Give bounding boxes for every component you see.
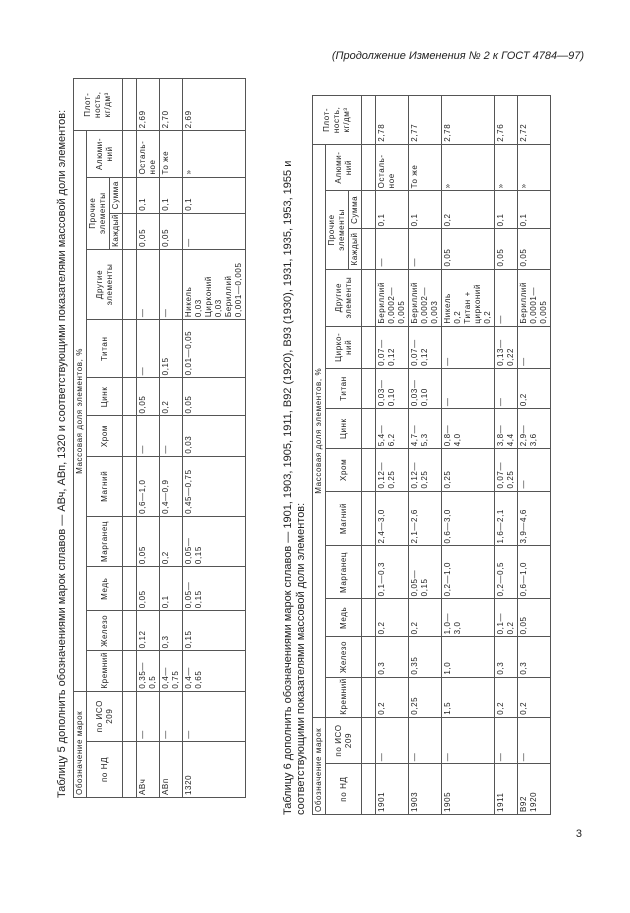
table-cell: 0,4— 0,65 bbox=[183, 651, 246, 691]
table-cell: — bbox=[183, 691, 246, 741]
table-cell: 2,4—3,0 bbox=[376, 491, 409, 546]
table-cell: 0,01—0,05 bbox=[183, 320, 246, 378]
table5 bbox=[73, 78, 246, 798]
table6-header-col: Хром bbox=[326, 449, 362, 491]
table6-row bbox=[518, 96, 551, 815]
table-cell: 0,8— 4,0 bbox=[442, 409, 495, 449]
table-cell: 0,2—0,5 bbox=[495, 546, 518, 599]
table6-header-col: Магний bbox=[326, 491, 362, 546]
table6-header-each: Каждый bbox=[349, 229, 362, 269]
table5-header-designation: Обозначение марок bbox=[74, 691, 87, 797]
table5-row bbox=[160, 79, 183, 798]
table-cell: 2,76 bbox=[495, 96, 518, 145]
table-cell: 0,1— 0,2 bbox=[495, 599, 518, 637]
table6-header-iso: по ИСО 209 bbox=[326, 717, 362, 764]
table-cell: 0,1 bbox=[137, 177, 160, 213]
table-cell: 2,1—2,6 bbox=[409, 491, 442, 546]
table-cell: 0,05 bbox=[518, 229, 551, 269]
table-cell: 1,6—2,1 bbox=[495, 491, 518, 546]
table-cell: 2,72 bbox=[518, 96, 551, 145]
table6-row bbox=[409, 96, 442, 815]
table-cell: Бериллий 0,0002— 0,005 bbox=[376, 269, 409, 326]
table-cell: — bbox=[137, 249, 160, 319]
table6-header-nd: по НД bbox=[326, 764, 362, 815]
table5-header-col: Железо bbox=[87, 611, 123, 651]
table-cell: 2,77 bbox=[409, 96, 442, 145]
table-cell: 0,05 bbox=[183, 378, 246, 416]
table-cell: Никель 0,2 Титан + цирконий 0,2 bbox=[442, 269, 495, 326]
table-cell: АВч bbox=[137, 741, 160, 797]
table-cell: 0,13— 0,22 bbox=[495, 326, 518, 368]
table-cell: 0,1—0,3 bbox=[376, 546, 409, 599]
table-cell: 0,05 bbox=[137, 213, 160, 249]
table-cell: 0,35— 0,5 bbox=[137, 651, 160, 691]
table-cell: То же bbox=[160, 131, 183, 177]
table-cell: 0,45—0,75 bbox=[183, 456, 246, 516]
table-cell: 0,05 bbox=[137, 516, 160, 566]
table5-header-col: Цинк bbox=[87, 378, 123, 416]
table-cell: 1901 bbox=[376, 764, 409, 815]
table6-header-designation: Обозначение марок bbox=[313, 717, 326, 814]
table-cell: — bbox=[160, 691, 183, 741]
table-cell: 0,2 bbox=[409, 599, 442, 637]
table-cell: — bbox=[442, 717, 495, 764]
table-cell: 0,1 bbox=[495, 191, 518, 229]
table-cell: 0,12— 0,25 bbox=[409, 449, 442, 491]
table5-header-mass: Массовая доля элементов, % bbox=[74, 131, 87, 691]
table-cell: — bbox=[518, 717, 551, 764]
table-cell: — bbox=[137, 416, 160, 456]
table6-header-col: Другие элементы bbox=[326, 269, 362, 326]
table-cell: 0,05 bbox=[137, 378, 160, 416]
table-cell: — bbox=[376, 717, 409, 764]
table-cell: 1903 bbox=[409, 764, 442, 815]
table6-caption: Таблицу 6 дополнить обозначениями марок сплавов — 1901, 1903, 1905, 1911, В92 (1920), В93 (1930), 1931, 1935, 1953, 1955 и соответствующими показателями массовой доли элементов: bbox=[282, 160, 307, 815]
table6-header-sum: Сумма bbox=[349, 191, 362, 229]
table6-header-col: Цинк bbox=[326, 409, 362, 449]
table-cell: 0,4— 0,75 bbox=[160, 651, 183, 691]
table-cell: 0,2—1,0 bbox=[442, 546, 495, 599]
table-cell: В92 1920 bbox=[518, 764, 551, 815]
table-cell: 4,7— 5,3 bbox=[409, 409, 442, 449]
table-cell: 1320 bbox=[183, 741, 246, 797]
table-cell: 0,1 bbox=[518, 191, 551, 229]
table5-header-col: Медь bbox=[87, 567, 123, 611]
table-cell: — bbox=[409, 229, 442, 269]
table-cell: 0,07— 0,25 bbox=[495, 449, 518, 491]
table-cell: 2,70 bbox=[160, 79, 183, 131]
table-cell: 0,07— 0,12 bbox=[409, 326, 442, 368]
table-cell: — bbox=[495, 717, 518, 764]
table-cell: 1,0— 3,0 bbox=[442, 599, 495, 637]
table-cell: — bbox=[160, 416, 183, 456]
table-cell: 0,25 bbox=[442, 449, 495, 491]
table-cell: 0,07— 0,12 bbox=[376, 326, 409, 368]
table-cell: 0,35 bbox=[409, 637, 442, 677]
table-cell: — bbox=[160, 249, 183, 319]
table-cell: » bbox=[442, 144, 495, 191]
table6-header-col: Кремний bbox=[326, 677, 362, 717]
table5-header-col: Магний bbox=[87, 456, 123, 516]
table-cell: 2,69 bbox=[183, 79, 246, 131]
table-cell: 0,1 bbox=[183, 177, 246, 213]
table-cell: 3,8— 4,4 bbox=[495, 409, 518, 449]
table6 bbox=[312, 95, 551, 815]
table-cell: — bbox=[137, 320, 160, 378]
table-cell: Бериллий 0,0001— 0,005 bbox=[518, 269, 551, 326]
table5-row bbox=[183, 79, 246, 798]
table-cell: — bbox=[442, 326, 495, 368]
table-cell: — bbox=[409, 717, 442, 764]
table-cell: 0,05 bbox=[442, 229, 495, 269]
table-cell: 0,05— 0,15 bbox=[409, 546, 442, 599]
table-cell: 0,1 bbox=[409, 191, 442, 229]
table-cell: 0,05 bbox=[160, 213, 183, 249]
table-cell: 0,05— 0,15 bbox=[183, 516, 246, 566]
table5-header-col: Титан bbox=[87, 320, 123, 378]
table-cell: 0,05 bbox=[137, 567, 160, 611]
table-cell: АВп bbox=[160, 741, 183, 797]
table6-header-mass: Массовая доля элементов, % bbox=[313, 144, 326, 717]
table-cell: » bbox=[183, 131, 246, 177]
table-cell: 0,2 bbox=[160, 378, 183, 416]
table-cell: 0,03— 0,10 bbox=[376, 368, 409, 408]
page-number: 3 bbox=[575, 828, 582, 840]
table6-row bbox=[376, 96, 409, 815]
table-cell: 0,3 bbox=[160, 611, 183, 651]
table-cell: 0,25 bbox=[409, 677, 442, 717]
table-cell: 0,15 bbox=[160, 320, 183, 378]
table5-header-col: Другие элементы bbox=[87, 249, 123, 319]
table-cell: — bbox=[137, 691, 160, 741]
table-cell: » bbox=[518, 144, 551, 191]
table-cell: 0,3 bbox=[376, 637, 409, 677]
table5-caption: Таблицу 5 дополнить обозначениями марок сплавов — АВч, АВп, 1320 и соответствующими показателями массовой доли элементов: bbox=[56, 109, 68, 798]
table5-header-col: Хром bbox=[87, 416, 123, 456]
table-cell: 0,1 bbox=[376, 191, 409, 229]
table6-header-col: Титан bbox=[326, 368, 362, 408]
table-cell: Бериллий 0,0002— 0,003 bbox=[409, 269, 442, 326]
table6-header-col: Цирко- ний bbox=[326, 326, 362, 368]
table-cell: — bbox=[495, 269, 518, 326]
table-cell: 0,3 bbox=[495, 637, 518, 677]
table5-header-al: Алюми- ний bbox=[87, 131, 123, 177]
table-cell: 0,2 bbox=[495, 677, 518, 717]
table-cell: » bbox=[495, 144, 518, 191]
table-cell: 0,05— 0,15 bbox=[183, 567, 246, 611]
header-note: (Продолжение Изменения № 2 к ГОСТ 4784—97) bbox=[331, 50, 584, 62]
table-cell: 1,5 bbox=[442, 677, 495, 717]
table-cell: — bbox=[442, 368, 495, 408]
table-cell: 0,1 bbox=[160, 177, 183, 213]
table-cell: 0,05 bbox=[518, 599, 551, 637]
table6-row bbox=[495, 96, 518, 815]
table-cell: 0,12— 0,25 bbox=[376, 449, 409, 491]
table-cell: 2,69 bbox=[137, 79, 160, 131]
table-cell: 0,2 bbox=[518, 368, 551, 408]
table-cell: 1911 bbox=[495, 764, 518, 815]
table-cell: 5,4— 6,2 bbox=[376, 409, 409, 449]
table6-header-al: Алюми- ний bbox=[326, 144, 362, 191]
table6-header-density: Плот- ность, кг/дм³ bbox=[313, 96, 362, 145]
table6-header-col: Железо bbox=[326, 637, 362, 677]
table-cell: Осталь- ное bbox=[137, 131, 160, 177]
table-cell: 2,9— 3,6 bbox=[518, 409, 551, 449]
table6-row bbox=[442, 96, 495, 815]
table5-header-each: Каждый bbox=[110, 213, 123, 249]
table-cell: 0,2 bbox=[442, 191, 495, 229]
table-cell: — bbox=[376, 229, 409, 269]
table5-row bbox=[137, 79, 160, 798]
table-cell: 0,6—1,0 bbox=[137, 456, 160, 516]
table-cell: 0,05 bbox=[495, 229, 518, 269]
table-cell: 0,6—3,0 bbox=[442, 491, 495, 546]
table6-header-other: Прочие элементы bbox=[326, 191, 349, 269]
table-cell: То же bbox=[409, 144, 442, 191]
table5-header-density: Плот- ность, кг/дм³ bbox=[74, 79, 123, 131]
table-cell: 0,2 bbox=[518, 677, 551, 717]
table-cell: Никель 0,03 Цирконий 0,03 Бериллий 0,001—0,005 bbox=[183, 249, 246, 319]
table-cell: — bbox=[518, 449, 551, 491]
table5-block bbox=[56, 78, 246, 798]
table-cell: 0,2 bbox=[376, 677, 409, 717]
table-cell: 0,6—1,0 bbox=[518, 546, 551, 599]
table-cell: 0,03 bbox=[183, 416, 246, 456]
table-cell: 2,78 bbox=[442, 96, 495, 145]
table6-header-col: Медь bbox=[326, 599, 362, 637]
table-cell: 0,2 bbox=[160, 516, 183, 566]
table5-header-sum: Сумма bbox=[110, 177, 123, 213]
table-cell: 0,2 bbox=[376, 599, 409, 637]
table5-header-col: Марганец bbox=[87, 516, 123, 566]
table-cell: 0,03— 0,10 bbox=[409, 368, 442, 408]
table-cell: 0,1 bbox=[160, 567, 183, 611]
table-cell: — bbox=[183, 213, 246, 249]
table-cell: — bbox=[518, 326, 551, 368]
table-cell: 0,3 bbox=[518, 637, 551, 677]
table-cell: 1905 bbox=[442, 764, 495, 815]
table6-block bbox=[282, 95, 551, 815]
table-cell: 0,12 bbox=[137, 611, 160, 651]
table5-header-col: Кремний bbox=[87, 651, 123, 691]
table-cell: 2,78 bbox=[376, 96, 409, 145]
table-cell: 1,0 bbox=[442, 637, 495, 677]
table5-header-nd: по НД bbox=[87, 741, 123, 797]
table-cell: 0,15 bbox=[183, 611, 246, 651]
table-cell: — bbox=[495, 368, 518, 408]
table5-header-iso: по ИСО 209 bbox=[87, 691, 123, 741]
table-cell: Осталь- ное bbox=[376, 144, 409, 191]
table-cell: 3,9—4,6 bbox=[518, 491, 551, 546]
table5-header-other: Прочие элементы bbox=[87, 177, 110, 249]
table6-header-col: Марганец bbox=[326, 546, 362, 599]
table-cell: 0,4—0,9 bbox=[160, 456, 183, 516]
